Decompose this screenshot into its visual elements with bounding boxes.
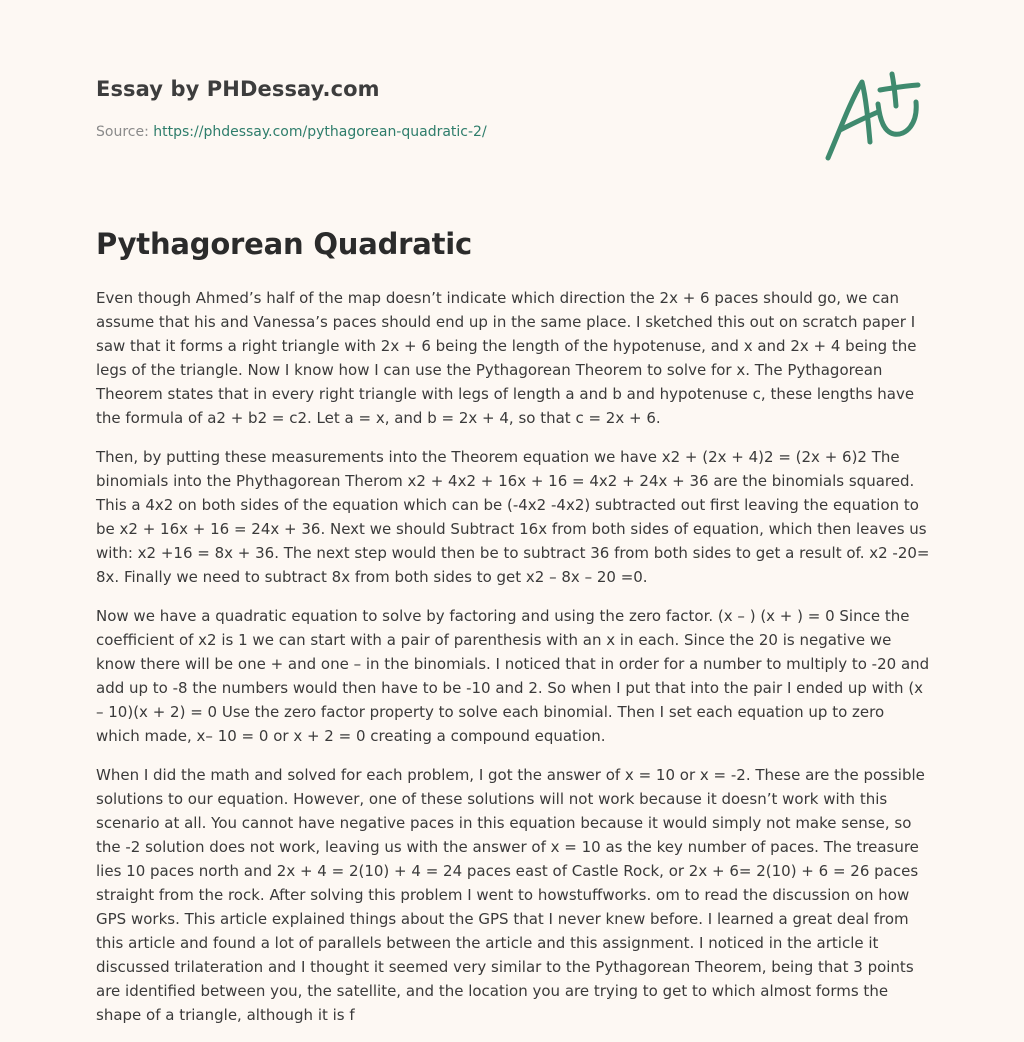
source-link[interactable]: https://phdessay.com/pythagorean-quadratic-2/ — [153, 124, 487, 140]
a-plus-logo-icon — [820, 68, 930, 168]
essay-title: Pythagorean Quadratic — [96, 227, 473, 261]
a-plus-logo-strokes — [828, 74, 918, 158]
source-label: Source: — [96, 124, 154, 140]
essay-paragraph: When I did the math and solved for each problem, I got the answer of x = 10 or x = -2. These are the possible solutions to our equation. However, one of these solutions will not work because it doesn’t work with this scenario at all. You cannot have negative paces in this equation because it would simply not make sense, so the -2 solution does not work, leaving us with the answer of x = 10 as the key number of paces. The treasure lies 10 paces north and 2x + 4 = 2(10) + 4 = 24 paces east of Castle Rock, or 2x + 6= 2(10) + 6 = 26 paces straight from the rock. After solving this problem I went to howstuffworks. om to read the discussion on how GPS works. This article explained things about the GPS that I never knew before. I learned a great deal from this article and found a lot of parallels between the article and this assignment. I noticed in the article it discussed trilateration and I thought it seemed very similar to the Pythagorean Theorem, being that 3 points are identified between you, the satellite, and the location you are trying to get to which almost forms the shape of a triangle, although it is f — [96, 766, 925, 1024]
essay-paragraph: Then, by putting these measurements into the Theorem equation we have x2 + (2x + 4)2 = (2x + 6)2 The binomials into the Phythagorean Therom x2 + 4x2 + 16x + 16 = 4x2 + 24x + 36 are the binomials squared. This a 4x2 on both sides of the equation which can be (-4x2 -4x2) subtracted out first leaving the equation to be x2 + 16x + 16 = 24x + 36. Next we should Subtract 16x from both sides of equation, which then leaves us with: x2 +16 = 8x + 36. The next step would then be to subtract 36 from both sides to get a result of. x2 -20= 8x. Finally we need to subtract 8x from both sides to get x2 – 8x – 20 =0. — [96, 448, 930, 586]
essay-paragraph: Now we have a quadratic equation to solve by factoring and using the zero factor. (x – ) (x + ) = 0 Since the coefficient of x2 is 1 we can start with a pair of parenthesis with an x in each. Since the 20 is negative we know there will be one + and one – in the binomials. I noticed that in order for a number to multiply to -20 and add up to -8 the numbers would then have to be -10 and 2. So when I put that into the pair I ended up with (x – 10)(x + 2) = 0 Use the zero factor property to solve each binomial. Then I set each equation up to zero which made, x– 10 = 0 or x + 2 = 0 creating a compound equation. — [96, 607, 930, 745]
site-title: Essay by PHDessay.com — [96, 77, 380, 101]
essay-paragraph: Even though Ahmed’s half of the map doesn’t indicate which direction the 2x + 6 paces should go, we can assume that his and Vanessa’s paces should end up in the same place. I sketched this out on scratch paper I saw that it forms a right triangle with 2x + 6 being the length of the hypotenuse, and x and 2x + 4 being the legs of the triangle. Now I know how I can use the Pythagorean Theorem to solve for x. The Pythagorean Theorem states that in every right triangle with legs of length a and b and hypotenuse c, these lengths have the formula of a2 + b2 = c2. Let a = x, and b = 2x + 4, so that c = 2x + 6. — [96, 289, 917, 427]
essay-body — [96, 286, 932, 1042]
source-line — [96, 124, 487, 140]
